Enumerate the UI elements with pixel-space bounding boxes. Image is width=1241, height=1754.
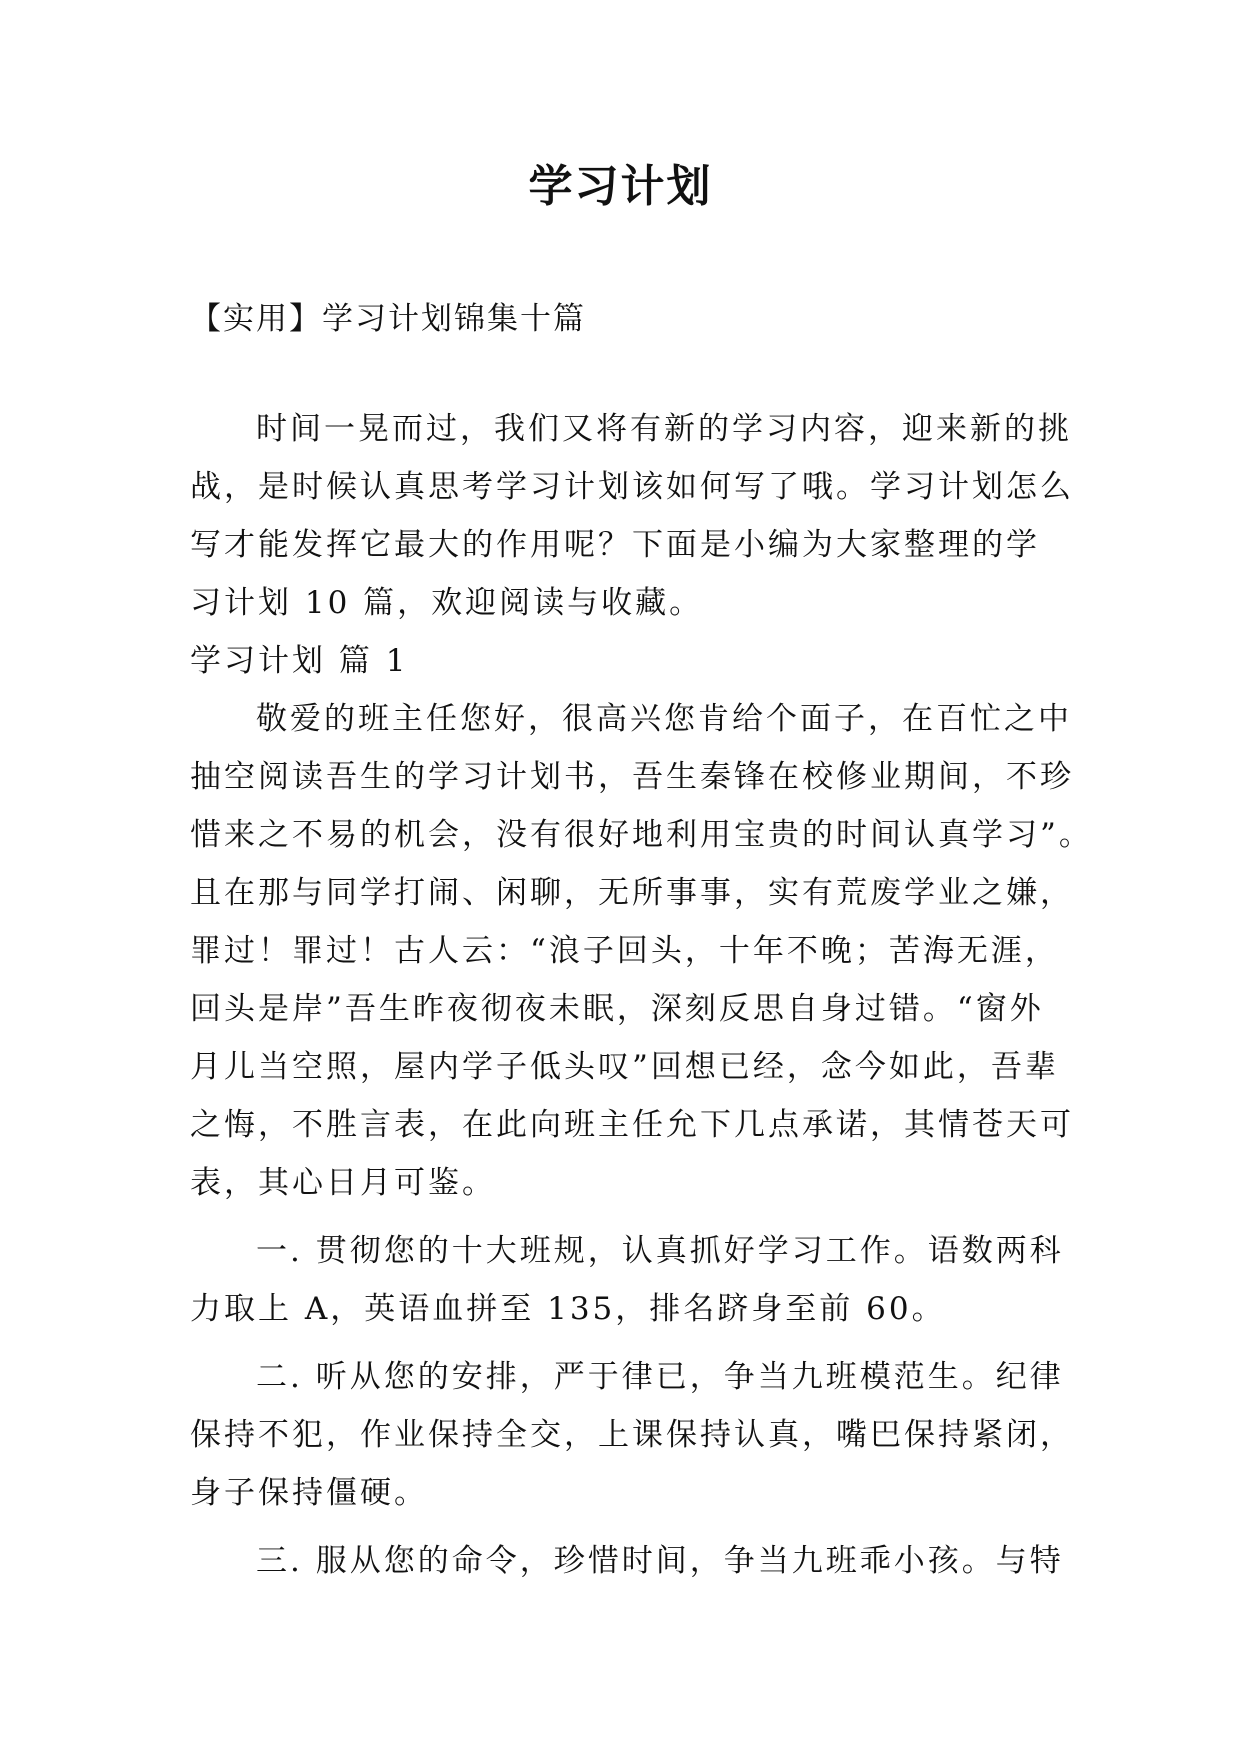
letter-line: 惜来之不易的机会，没有很好地利用宝贵的时间认真学习”。 — [190, 817, 1093, 853]
point-one-line: 一. 贯彻您的十大班规，认真抓好学习工作。语数两科 — [256, 1233, 1064, 1269]
letter-line: 敬爱的班主任您好，很高兴您肯给个面子，在百忙之中 — [256, 701, 1072, 737]
intro-line: 习计划 10 篇，欢迎阅读与收藏。 — [190, 585, 704, 621]
point-three-line: 三. 服从您的命令，珍惜时间，争当九班乖小孩。与特 — [256, 1543, 1064, 1579]
document-title: 学习计划 — [528, 161, 713, 212]
letter-line: 之悔，不胜言表，在此向班主任允下几点承诺，其情苍天可 — [190, 1107, 1074, 1143]
paragraph-gap — [190, 1522, 1090, 1532]
letter-line: 罪过！罪过！古人云：“浪子回头，十年不晚；苦海无涯， — [190, 933, 1059, 969]
intro-line: 时间一晃而过，我们又将有新的学习内容，迎来新的挑 — [256, 411, 1072, 447]
letter-line: 月儿当空照，屋内学子低头叹”回想已经，念今如此，吾辈 — [190, 1049, 1059, 1085]
point-two-line: 身子保持僵硬。 — [190, 1475, 428, 1511]
document-subtitle: 【实用】学习计划锦集十篇 — [190, 301, 586, 337]
letter-line: 回头是岸”吾生昨夜彻夜未眠，深刻反思自身过错。“窗外 — [190, 991, 1044, 1027]
point-two-line: 保持不犯，作业保持全交，上课保持认真，嘴巴保持紧闭， — [190, 1417, 1074, 1453]
intro-line: 战，是时候认真思考学习计划该如何写了哦。学习计划怎么 — [190, 469, 1074, 505]
intro-line: 写才能发挥它最大的作用呢？下面是小编为大家整理的学 — [190, 527, 1040, 563]
letter-line: 表，其心日月可鉴。 — [190, 1165, 496, 1201]
document-body — [190, 400, 1093, 1590]
point-two-line: 二. 听从您的安排，严于律已，争当九班模范生。纪律 — [256, 1359, 1064, 1395]
paragraph-gap — [190, 1212, 1090, 1222]
section-heading: 学习计划 篇 1 — [190, 643, 409, 679]
paragraph-gap — [190, 1338, 1090, 1348]
letter-line: 且在那与同学打闹、闲聊，无所事事，实有荒废学业之嫌， — [190, 875, 1074, 911]
point-one-line: 力取上 A，英语血拼至 135，排名跻身至前 60。 — [190, 1291, 946, 1327]
letter-line: 抽空阅读吾生的学习计划书，吾生秦锋在校修业期间，不珍 — [190, 759, 1074, 795]
